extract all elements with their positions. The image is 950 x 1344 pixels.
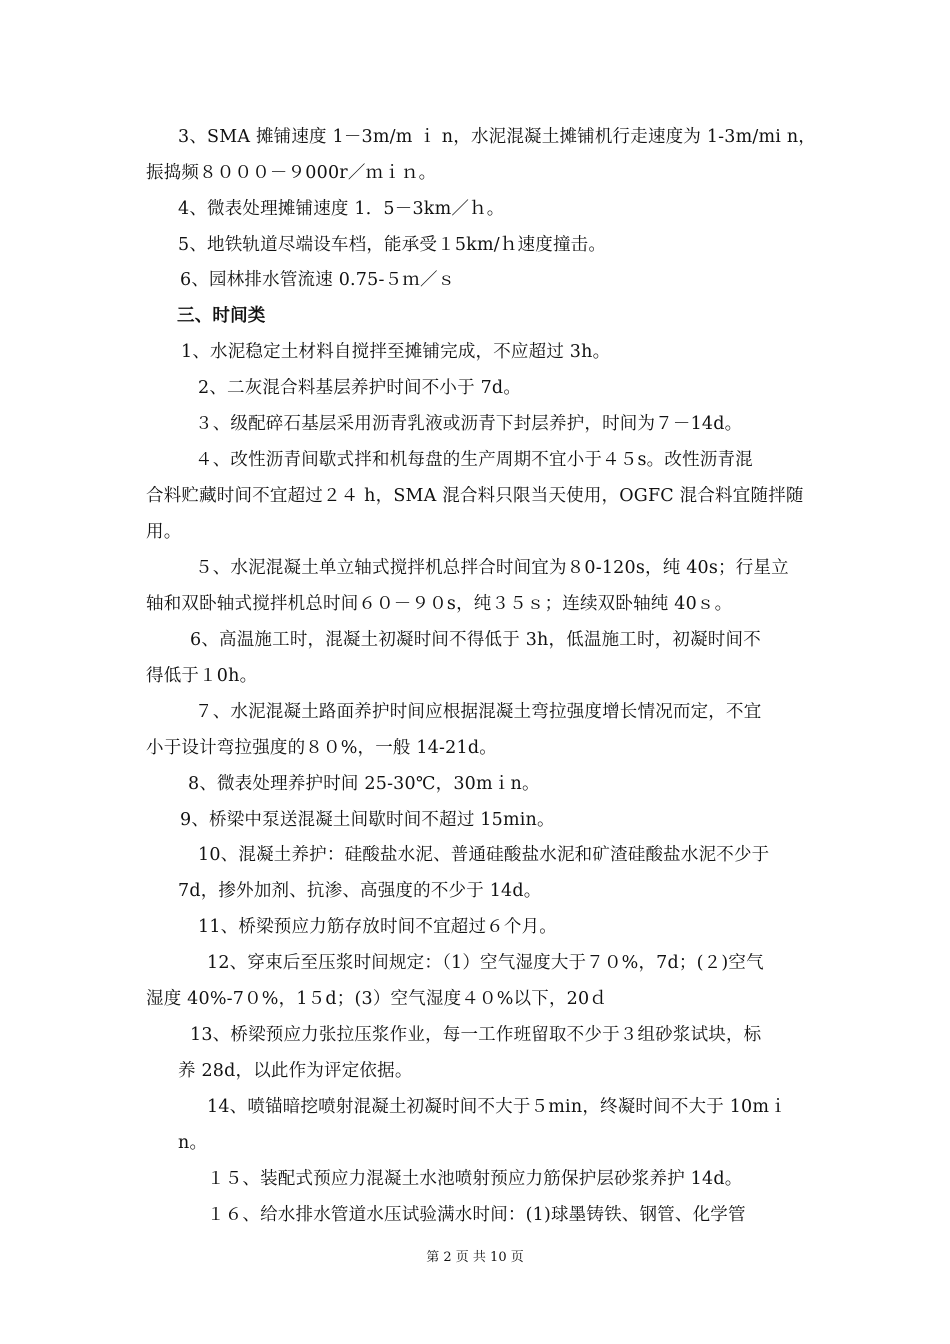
text-line: 小于设计弯拉强度的８０%，一般 14-21d。 [146,738,497,758]
text-line: 得低于１0h。 [146,666,258,686]
text-line: ７、水泥混凝土路面养护时间应根据混凝土弯拉强度增长情况而定，不宜 [195,702,762,722]
text-line: 轴和双卧轴式搅拌机总时间６０－９０s，纯３５ｓ；连续双卧轴纯 40ｓ。 [146,594,733,614]
text-line: 6、高温施工时，混凝土初凝时间不得低于 3h，低温施工时，初凝时间不 [190,630,761,650]
text-line: 合料贮藏时间不宜超过２４ h，SMA 混合料只限当天使用，OGFC 混合料宜随拌随 [146,486,804,506]
text-line: 3、SMA 摊铺速度 1－3m/m ｉ n，水泥混凝土摊铺机行走速度为 1-3m/mi n， [178,127,817,147]
section-heading: 三、时间类 [177,306,266,326]
text-line: 13、桥梁预应力张拉压浆作业，每一工作班留取不少于３组砂浆试块，标 [190,1025,762,1045]
text-line: n。 [178,1133,208,1153]
text-line: 14、喷锚暗挖喷射混凝土初凝时间不大于５min，终凝时间不大于 10mｉ [207,1097,787,1117]
text-line: 7d，掺外加剂、抗渗、高强度的不少于 14d。 [178,881,542,901]
text-line: 5、地铁轨道尽端设车档，能承受１5km/ｈ速度撞击。 [178,235,607,255]
text-line: 用。 [146,522,182,542]
text-line: 12、穿束后至压浆时间规定：（1）空气湿度大于７０%，7d；(２)空气 [207,953,764,973]
text-line: 振捣频８０００－９000r／ｍｉｎ。 [146,163,437,183]
text-line: 8、微表处理养护时间 25-30℃，30mｉn。 [188,774,540,794]
text-line: ４、改性沥青间歇式拌和机每盘的生产周期不宜小于４５s。改性沥青混 [195,450,753,470]
text-line: 养 28d，以此作为评定依据。 [178,1061,413,1081]
text-line: 9、桥梁中泵送混凝土间歇时间不超过 15min。 [180,810,555,830]
text-line: １５、装配式预应力混凝土水池喷射预应力筋保护层砂浆养护 14d。 [207,1169,743,1189]
text-line: ３、级配碎石基层采用沥青乳液或沥青下封层养护，时间为７－14d。 [195,414,743,434]
page-footer: 第 2 页 共 10 页 [426,1250,524,1265]
text-line: 4、微表处理摊铺速度 1．5－3km／ｈ。 [178,199,505,219]
text-line: 2、二灰混合料基层养护时间不小于 7d。 [198,378,522,398]
text-line: 1、水泥稳定土材料自搅拌至摊铺完成，不应超过 3h。 [181,342,611,362]
text-line: 6、园林排水管流速 0.75-５ｍ／ｓ [180,270,456,290]
text-line: １６、给水排水管道水压试验满水时间：(1)球墨铸铁、钢管、化学管 [207,1205,746,1225]
text-line: 11、桥梁预应力筋存放时间不宜超过６个月。 [198,917,557,937]
text-line: 10、混凝土养护：硅酸盐水泥、普通硅酸盐水泥和矿渣硅酸盐水泥不少于 [198,845,770,865]
text-line: 湿度 40%-7０%，1５d；(3）空气湿度４０%以下，20ｄ [146,989,608,1009]
text-line: ５、水泥混凝土单立轴式搅拌机总拌合时间宜为８0-120s，纯 40s；行星立 [195,558,789,578]
